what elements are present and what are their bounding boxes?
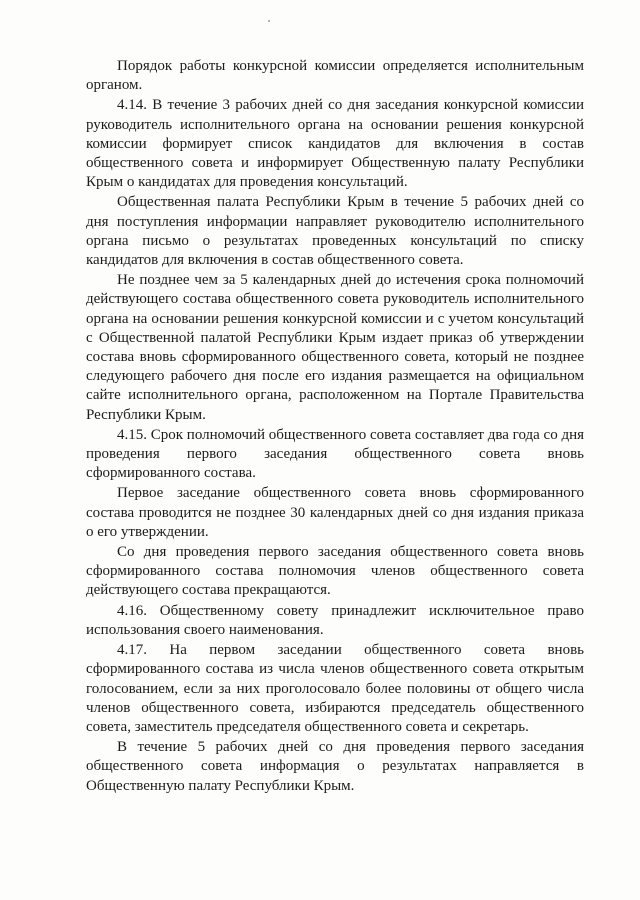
paragraph-results-information: В течение 5 рабочих дней со дня проведения первого заседания общественного совета информация о результатах направляется в Общественную палату Республики Крым. [86,739,584,794]
paragraph-4-15: 4.15. Срок полномочий общественного совета составляет два года со дня проведения первого заседания общественного совета вновь сформированного состава. [86,426,585,482]
paragraph-powers-termination: Со дня проведения первого заседания общественного совета вновь сформированного состава полномочия членов общественного совета действующего состава прекращаются. [86,544,584,599]
paragraph-first-meeting: Первое заседание общественного совета вновь сформированного состава проводится не позднее 30 календарных дней со дня издания приказа о его утверждении. [86,485,584,540]
scan-speck [268,20,270,22]
paragraph-4-14: 4.14. В течение 3 рабочих дней со дня заседания конкурсной комиссии руководитель исполнительного органа на основании решения конкурсной комиссии формирует список кандидатов для включения в состав общественного совета и информирует Общественную палату Республики Крым о кандидатах для проведения консультаций. [86,97,584,191]
paragraph-public-chamber-letter: Общественная палата Республики Крым в течение 5 рабочих дней со дня поступления информации направляет руководителю исполнительного органа письмо о результатах проведенных консультаций по списку кандидатов для включения в состав общественного совета. [86,194,584,269]
paragraph-4-16: 4.16. Общественному совету принадлежит исключительное право использования своего наименования. [86,602,584,638]
paragraph-order-approval: Не позднее чем за 5 календарных дней до истечения срока полномочий действующего состава общественного совета руководитель исполнительного органа на основании решения конкурсной комиссии и с учетом консультаций с Общественной палатой Республики Крым издает приказ об утверждении состава вновь сформированного общественного совета, который не позднее следующего рабочего дня после его издания размещается на официальном сайте исполнительного органа, расположенном на Портале Правительства Республики Крым. [86,272,584,423]
paragraph-4-17: 4.17. На первом заседании общественного совета вновь сформированного состава из числа членов общественного совета открытым голосованием, если за них проголосовало более половины от общего числа членов общественного совета, избираются председатель общественного совета, заместитель председателя общественного совета и секретарь. [86,642,584,735]
document-body [86,57,584,796]
paragraph-commission-procedure: Порядок работы конкурсной комиссии определяется исполнительным органом. [86,58,584,94]
